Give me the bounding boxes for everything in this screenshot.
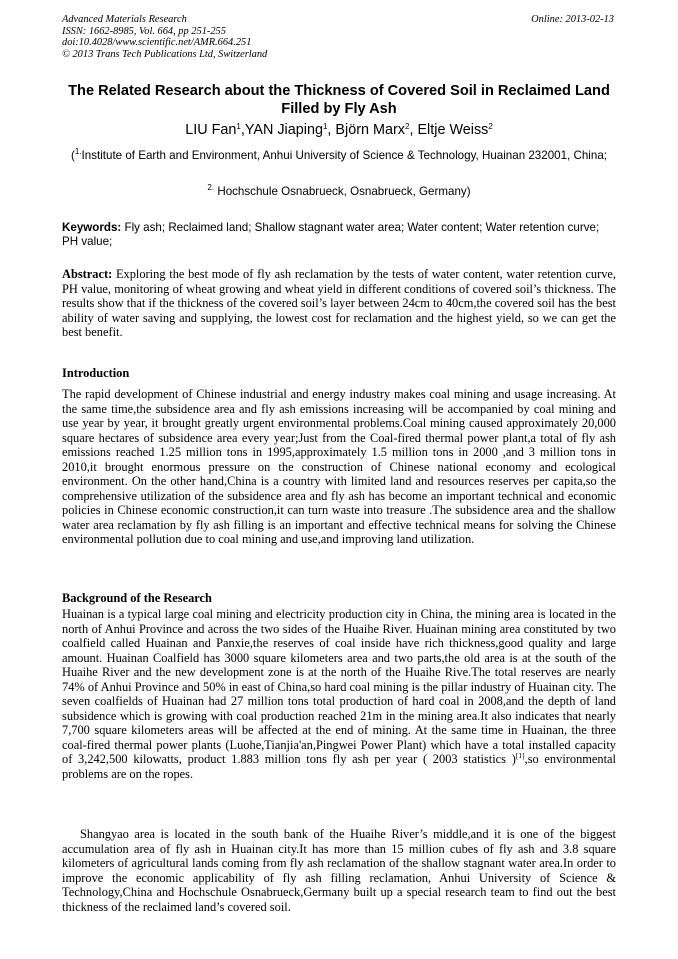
affiliation-text: Institute of Earth and Environment, Anhui University of Science & Technology, Huainan 232001, China;: [81, 149, 608, 162]
issn-line: ISSN: 1662-8985, Vol. 664, pp 251-255: [62, 25, 226, 37]
abstract-block: [62, 267, 616, 340]
author-name: LIU Fan: [185, 122, 237, 138]
affiliation-mark: 2.: [207, 183, 215, 192]
paper-title: The Related Research about the Thickness of Covered Soil in Reclaimed Land Filled by Fly Ash: [68, 83, 610, 117]
online-date: Online: 2013-02-13: [531, 14, 614, 25]
background-text-end: ,so environmental problems are on the ropes.: [62, 752, 616, 782]
background-heading: Background of the Research: [62, 591, 212, 605]
background-text: Huainan is a typical large coal mining and electricity production city in China, the mining area is located in the north of Anhui Province and across the two sides of the Huaihe River. Huainan mining area constituted by two coalfield called Huainan and Panxie,the reserves of coal inside have rich thickness,good quality and large amount. Huainan Coalfield has 3000 square kilometers area and two parts,the old area is at the south of the Huaihe River and the new development zone is at the north of the Huaihe Rive.The total reserves are nearly 74% of Anhui Province and 50% in east of China,so hard coal mining is the pillar industry of Huainan city. The seven coalfields of Huainan had 27 million tons total production of hard coal in 2008,and the depth of land subsidence which is growing with coal production reached 21m in the mining area.It also indicates that nearly 7,700 square kilometers areas will be affected at the end of mining. At the same time in Huainan, the three coal-fired thermal power plants (Luohe,Tianjia'an,Pingwei Power Plant) which have a total installed capacity of 3,242,500 kilowatts, product 1.883 million tons fly ash per year ( 2003 statistics ): [62, 607, 616, 767]
abstract-label: Abstract:: [62, 267, 113, 281]
journal-header: [62, 14, 267, 60]
author-separator: ,: [240, 122, 245, 138]
author-name: Björn Marx: [335, 122, 405, 138]
journal-name: Advanced Materials Research: [62, 14, 187, 25]
doi-line: doi:10.4028/www.scientific.net/AMR.664.251: [62, 37, 252, 49]
shangyao-paragraph: Shangyao area is located in the south bank of the Huaihe River’s middle,and it is one of the biggest accumulation area of fly ash in Huainan city.It has more than 15 million cubes of fly ash and 3.8 square kilometers of agricultural lands coming from fly ash reclamation of the shallow stagnant water area.In order to improve the economic applicability of fly ash filling reclamation, Anhui University of Science & Technology,China and Hochschule Osnabrueck,Germany built up a special research team to find out the best thickness of the reclaimed land’s covered soil.: [62, 827, 616, 914]
affiliation-1: [62, 149, 616, 164]
keywords-text: Fly ash; Reclaimed land; Shallow stagnant water area; Water content; Water retention curve; PH value;: [62, 221, 600, 249]
keywords-block: [62, 221, 616, 250]
author-affiliation-mark: 1: [236, 122, 241, 131]
copyright-line: © 2013 Trans Tech Publications Ltd, Switzerland: [62, 48, 268, 60]
citation-ref[interactable]: [1]: [515, 751, 525, 761]
author-name: Eltje Weiss: [417, 122, 489, 138]
affiliation-open-paren: (: [70, 149, 75, 162]
author-affiliation-mark: 1: [322, 122, 328, 131]
author-affiliation-mark: 2: [405, 122, 410, 131]
background-paragraph: [62, 607, 616, 782]
affiliation-text: Hochschule Osnabrueck, Osnabrueck, Germany): [214, 185, 471, 198]
author-separator: ,: [409, 122, 418, 138]
keywords-label: Keywords:: [62, 221, 122, 234]
author-affiliation-mark: 2: [488, 122, 493, 131]
introduction-paragraph: The rapid development of Chinese industrial and energy industry makes coal mining and usage increasing. At the same time,the subsidence area and fly ash emissions increasing will be accompanied by coal mining and use year by year, it brought greatly urgent environmental problems.Coal mining caused approximately 20,000 square hectares of subsidence area every year;Just from the Coal-fired thermal power plant,a total of fly ash emissions reached 1.25 million tons in 1995,approximately 1.5 million tons in 2000 ,and 3 million tons in 2010,it brought enormous pressure on the construction of Chinese national economy and ecological environment. On the other hand,China is a country with limited land and resources reserves per capita,so the comprehensive utilization of the subsidence area and fly ash has become an important technical and economic policies in Chinese economic construction,it can turn waste into treasure .The subsidence area and the shallow water area reclamation by fly ash filling is an important and effective technical means for solving the Chinese environmental pollution due to coal mining and use,and improving land utilization.: [62, 387, 616, 547]
introduction-heading: Introduction: [62, 366, 130, 380]
author-list: [62, 121, 616, 139]
affiliation-2: [62, 185, 616, 200]
affiliation-mark: 1.: [74, 147, 82, 156]
author-name: YAN Jiaping: [244, 122, 323, 138]
author-separator: ,: [327, 122, 336, 138]
abstract-text: Exploring the best mode of fly ash reclamation by the tests of water content, water retention curve, PH value, monitoring of wheat growing and wheat yield in different conditions of covered soil’s thickness. The results show that if the thickness of the covered soil’s layer between 24cm to 40cm,the covered soil has the best ability of water saving and supplying, the lowest cost for reclamation and the highest yield, so we can get the best benefit.: [62, 267, 616, 339]
